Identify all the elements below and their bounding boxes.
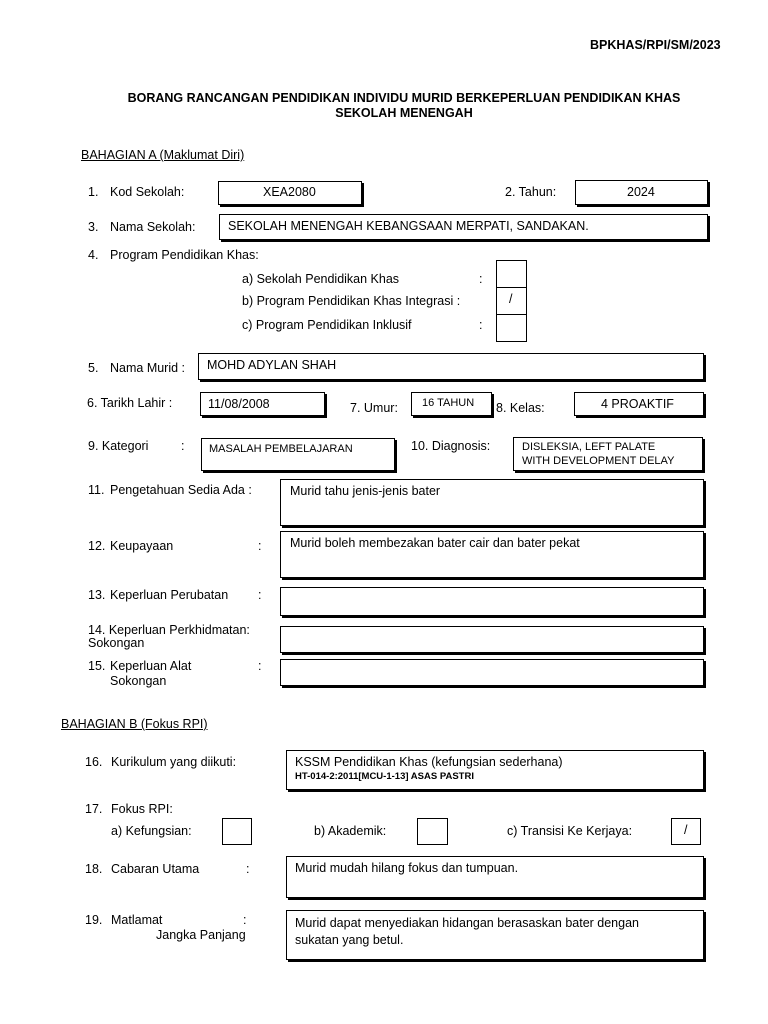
q14-label-line1: 14. Keperluan Perkhidmatan: xyxy=(88,623,250,637)
q16-number: 16. xyxy=(85,755,103,769)
q19-number: 19. xyxy=(85,913,103,927)
q1-label: Kod Sekolah: xyxy=(110,185,185,199)
q4-number: 4. xyxy=(88,248,99,262)
class-value: 4 PROAKTIF xyxy=(601,397,674,411)
q18-label: Cabaran Utama xyxy=(111,862,200,876)
document-code: BPKHAS/RPI/SM/2023 xyxy=(590,38,721,52)
q17-option-c-checkbox[interactable] xyxy=(671,818,701,845)
prior-knowledge-field[interactable] xyxy=(280,479,704,526)
q4-option-c-label: c) Program Pendidikan Inklusif xyxy=(242,318,412,332)
q17-option-a-label: a) Kefungsian: xyxy=(111,824,192,838)
q19-label-line1: Matlamat xyxy=(111,913,163,927)
long-term-goal-value-line1: Murid dapat menyediakan hidangan berasaskan bater dengan xyxy=(295,916,639,930)
year-field[interactable] xyxy=(575,180,708,205)
q12-colon: : xyxy=(258,539,262,553)
q8-label: 8. Kelas: xyxy=(496,401,545,415)
ability-value: Murid boleh membezakan bater cair dan bater pekat xyxy=(290,536,580,550)
q9-colon: : xyxy=(181,439,185,453)
curriculum-value-line1: KSSM Pendidikan Khas (kefungsian sederhana) xyxy=(295,755,563,769)
q4-option-a-checkbox[interactable] xyxy=(496,260,527,288)
section-a-heading: BAHAGIAN A (Maklumat Diri) xyxy=(81,148,245,162)
category-value: MASALAH PEMBELAJARAN xyxy=(209,443,353,455)
q1-number: 1. xyxy=(88,185,99,199)
q19-label-line2: Jangka Panjang xyxy=(156,928,246,942)
category-field[interactable] xyxy=(201,438,395,471)
q14-label-line2: Sokongan xyxy=(88,636,145,650)
birth-date-value: 11/08/2008 xyxy=(208,397,270,411)
q12-label: Keupayaan xyxy=(110,539,174,553)
q17-option-b-checkbox[interactable] xyxy=(417,818,448,845)
q13-label: Keperluan Perubatan xyxy=(110,588,229,602)
q15-number: 15. xyxy=(88,659,106,673)
form-title-line2: SEKOLAH MENENGAH xyxy=(335,106,473,120)
age-field[interactable] xyxy=(411,392,492,416)
birth-date-field[interactable] xyxy=(200,392,325,416)
q4-option-b-label: b) Program Pendidikan Khas Integrasi : xyxy=(242,294,461,308)
q10-label: 10. Diagnosis: xyxy=(411,439,491,453)
q17-option-c-mark: / xyxy=(684,823,688,837)
q6-label: 6. Tarikh Lahir : xyxy=(87,396,173,410)
main-challenge-field[interactable] xyxy=(286,856,704,898)
q4-label: Program Pendidikan Khas: xyxy=(110,248,259,262)
q2-label: 2. Tahun: xyxy=(505,185,557,199)
q5-number: 5. xyxy=(88,361,99,375)
q12-number: 12. xyxy=(88,539,106,553)
q3-number: 3. xyxy=(88,220,99,234)
support-tools-field[interactable] xyxy=(280,659,704,686)
long-term-goal-value-line2: sukatan yang betul. xyxy=(295,933,404,947)
q16-label: Kurikulum yang diikuti: xyxy=(111,755,237,769)
school-name-value: SEKOLAH MENENGAH KEBANGSAAN MERPATI, SANDAKAN. xyxy=(228,219,589,233)
diagnosis-value-line2: WITH DEVELOPMENT DELAY xyxy=(522,455,675,467)
q17-option-c-label: c) Transisi Ke Kerjaya: xyxy=(507,824,633,838)
main-challenge-value: Murid mudah hilang fokus dan tumpuan. xyxy=(295,861,519,875)
prior-knowledge-value: Murid tahu jenis-jenis bater xyxy=(290,484,441,498)
student-name-field[interactable] xyxy=(198,353,704,380)
q17-option-b-label: b) Akademik: xyxy=(314,824,387,838)
ability-field[interactable] xyxy=(280,531,704,578)
class-field[interactable] xyxy=(574,392,704,416)
medical-needs-field[interactable] xyxy=(280,587,704,616)
q5-label: Nama Murid : xyxy=(110,361,186,375)
school-code-field[interactable] xyxy=(218,181,362,205)
year-value: 2024 xyxy=(627,185,655,199)
section-b-heading: BAHAGIAN B (Fokus RPI) xyxy=(61,717,208,731)
q4-option-c-colon: : xyxy=(479,318,483,332)
q15-label-line1: Keperluan Alat xyxy=(110,659,192,673)
q17-label: Fokus RPI: xyxy=(111,802,173,816)
curriculum-field[interactable] xyxy=(286,750,704,790)
q13-colon: : xyxy=(258,588,262,602)
q4-option-b-mark: / xyxy=(509,292,513,306)
school-name-field[interactable] xyxy=(219,214,708,240)
school-code-value: XEA2080 xyxy=(263,185,316,199)
q9-label: 9. Kategori xyxy=(88,439,149,453)
q4-option-b-checkbox[interactable] xyxy=(496,287,527,315)
diagnosis-value-line1: DISLEKSIA, LEFT PALATE xyxy=(522,441,656,453)
curriculum-value-line2: HT-014-2:2011[MCU-1-13] ASAS PASTRI xyxy=(295,771,474,782)
q15-label-line2: Sokongan xyxy=(110,674,167,688)
q11-number: 11. xyxy=(88,483,105,497)
age-value: 16 TAHUN xyxy=(422,397,475,409)
form-title-line1: BORANG RANCANGAN PENDIDIKAN INDIVIDU MURID BERKEPERLUAN PENDIDIKAN KHAS xyxy=(127,91,681,105)
q19-colon: : xyxy=(243,913,247,927)
diagnosis-field[interactable] xyxy=(513,437,703,471)
q17-option-a-checkbox[interactable] xyxy=(222,818,252,845)
q4-option-a-colon: : xyxy=(479,272,483,286)
q7-label: 7. Umur: xyxy=(350,401,398,415)
q13-number: 13. xyxy=(88,588,106,602)
q4-option-a-label: a) Sekolah Pendidikan Khas xyxy=(242,272,400,286)
q17-number: 17. xyxy=(85,802,103,816)
q15-colon: : xyxy=(258,659,262,673)
q11-label: Pengetahuan Sedia Ada : xyxy=(110,483,252,497)
support-services-field[interactable] xyxy=(280,626,704,653)
long-term-goal-field[interactable] xyxy=(286,910,704,960)
q18-number: 18. xyxy=(85,862,103,876)
student-name-value: MOHD ADYLAN SHAH xyxy=(207,358,337,372)
q3-label: Nama Sekolah: xyxy=(110,220,196,234)
q18-colon: : xyxy=(246,862,250,876)
q4-option-c-checkbox[interactable] xyxy=(496,314,527,342)
